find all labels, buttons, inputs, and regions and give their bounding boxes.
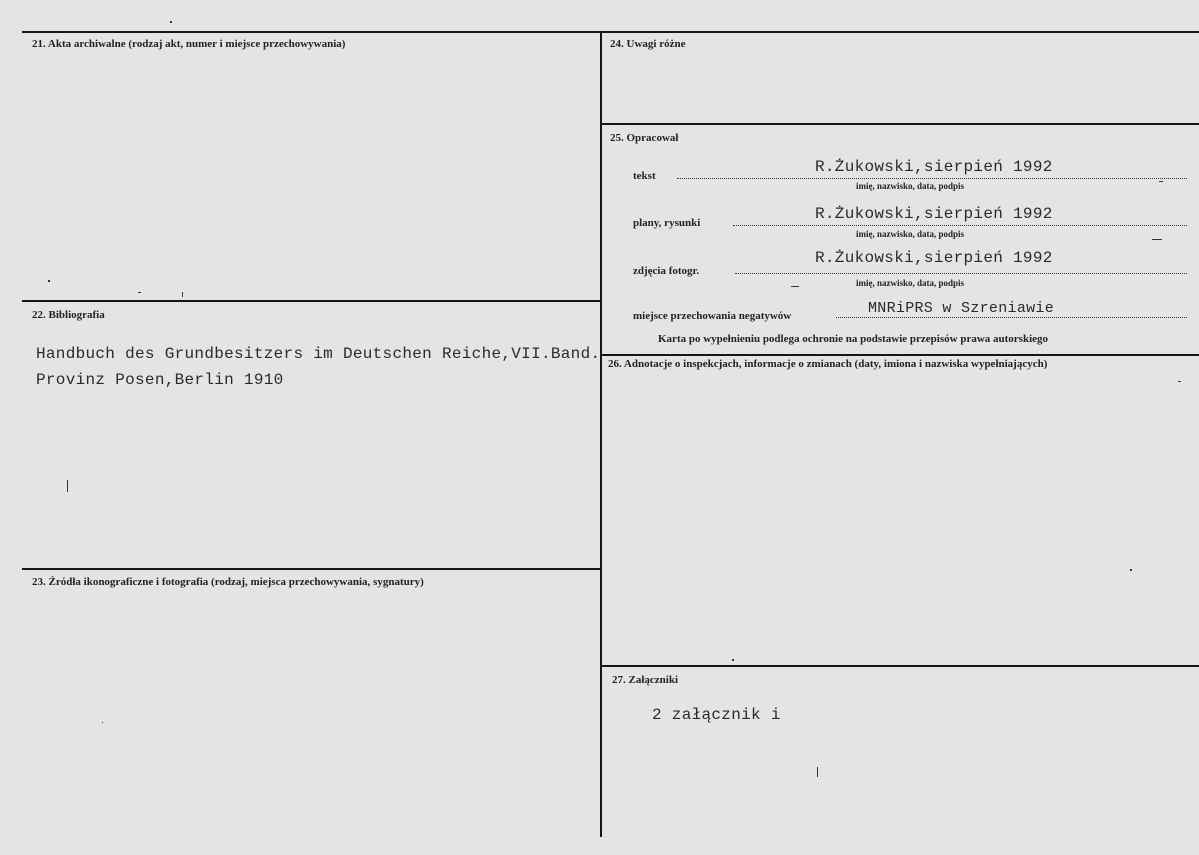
tekst-value: R.Żukowski,sierpień 1992 <box>815 158 1053 176</box>
plany-caption: imię, nazwisko, data, podpis <box>856 229 965 239</box>
divider-21-22 <box>22 300 600 302</box>
paper-speck <box>48 280 50 282</box>
section-22-label: 22. Bibliografia <box>32 309 105 321</box>
divider-26-27 <box>602 665 1199 667</box>
section-24-label: 24. Uwagi różne <box>610 38 686 50</box>
plany-label: plany, rysunki <box>633 217 701 229</box>
zdjecia-dotted-line <box>735 273 1187 274</box>
negatywy-dotted-line <box>836 317 1187 318</box>
plany-value: R.Żukowski,sierpień 1992 <box>815 205 1053 223</box>
paper-speck <box>1130 569 1132 571</box>
section-21-label: 21. Akta archiwalne (rodzaj akt, numer i miejsce przechowywania) <box>32 38 346 50</box>
paper-speck <box>732 659 734 661</box>
paper-speck <box>102 722 103 723</box>
top-border-line <box>22 31 1199 33</box>
protection-note: Karta po wypełnieniu podlega ochronie na podstawie przepisów prawa autorskiego <box>658 333 1049 345</box>
center-divider-line <box>600 31 602 837</box>
paper-speck <box>817 767 818 777</box>
paper-speck <box>791 286 799 287</box>
section-26-label: 26. Adnotacje o inspekcjach, informacje o zmianach (daty, imiona i nazwiska wypełniających) <box>608 358 1048 370</box>
negatywy-value: MNRiPRS w Szreniawie <box>868 300 1055 317</box>
attachments-value: 2 załącznik i <box>652 706 781 724</box>
zdjecia-label: zdjęcia fotogr. <box>633 265 700 277</box>
paper-speck <box>67 480 68 492</box>
section-27-label: 27. Załączniki <box>612 674 679 686</box>
paper-speck <box>170 21 172 23</box>
section-25-label: 25. Opracował <box>610 132 679 144</box>
divider-25-26 <box>602 354 1199 356</box>
negatywy-label: miejsce przechowania negatywów <box>633 310 792 322</box>
tekst-dotted-line <box>677 178 1187 179</box>
paper-speck <box>1152 239 1162 240</box>
paper-speck <box>138 292 141 293</box>
zdjecia-caption: imię, nazwisko, data, podpis <box>856 278 965 288</box>
tekst-caption: imię, nazwisko, data, podpis <box>856 181 965 191</box>
bibliography-line-2: Provinz Posen,Berlin 1910 <box>36 371 284 389</box>
paper-speck <box>1178 381 1181 382</box>
zdjecia-value: R.Żukowski,sierpień 1992 <box>815 249 1053 267</box>
paper-speck <box>182 292 183 297</box>
bibliography-line-1: Handbuch des Grundbesitzers im Deutschen Reiche,VII.Band. <box>36 345 601 363</box>
paper-speck <box>1159 181 1163 182</box>
plany-dotted-line <box>733 225 1187 226</box>
tekst-label: tekst <box>633 170 656 182</box>
section-23-label: 23. Źródła ikonograficzne i fotografia (rodzaj, miejsca przechowywania, sygnatury) <box>32 576 424 588</box>
divider-24-25 <box>602 123 1199 125</box>
divider-22-23 <box>22 568 602 570</box>
